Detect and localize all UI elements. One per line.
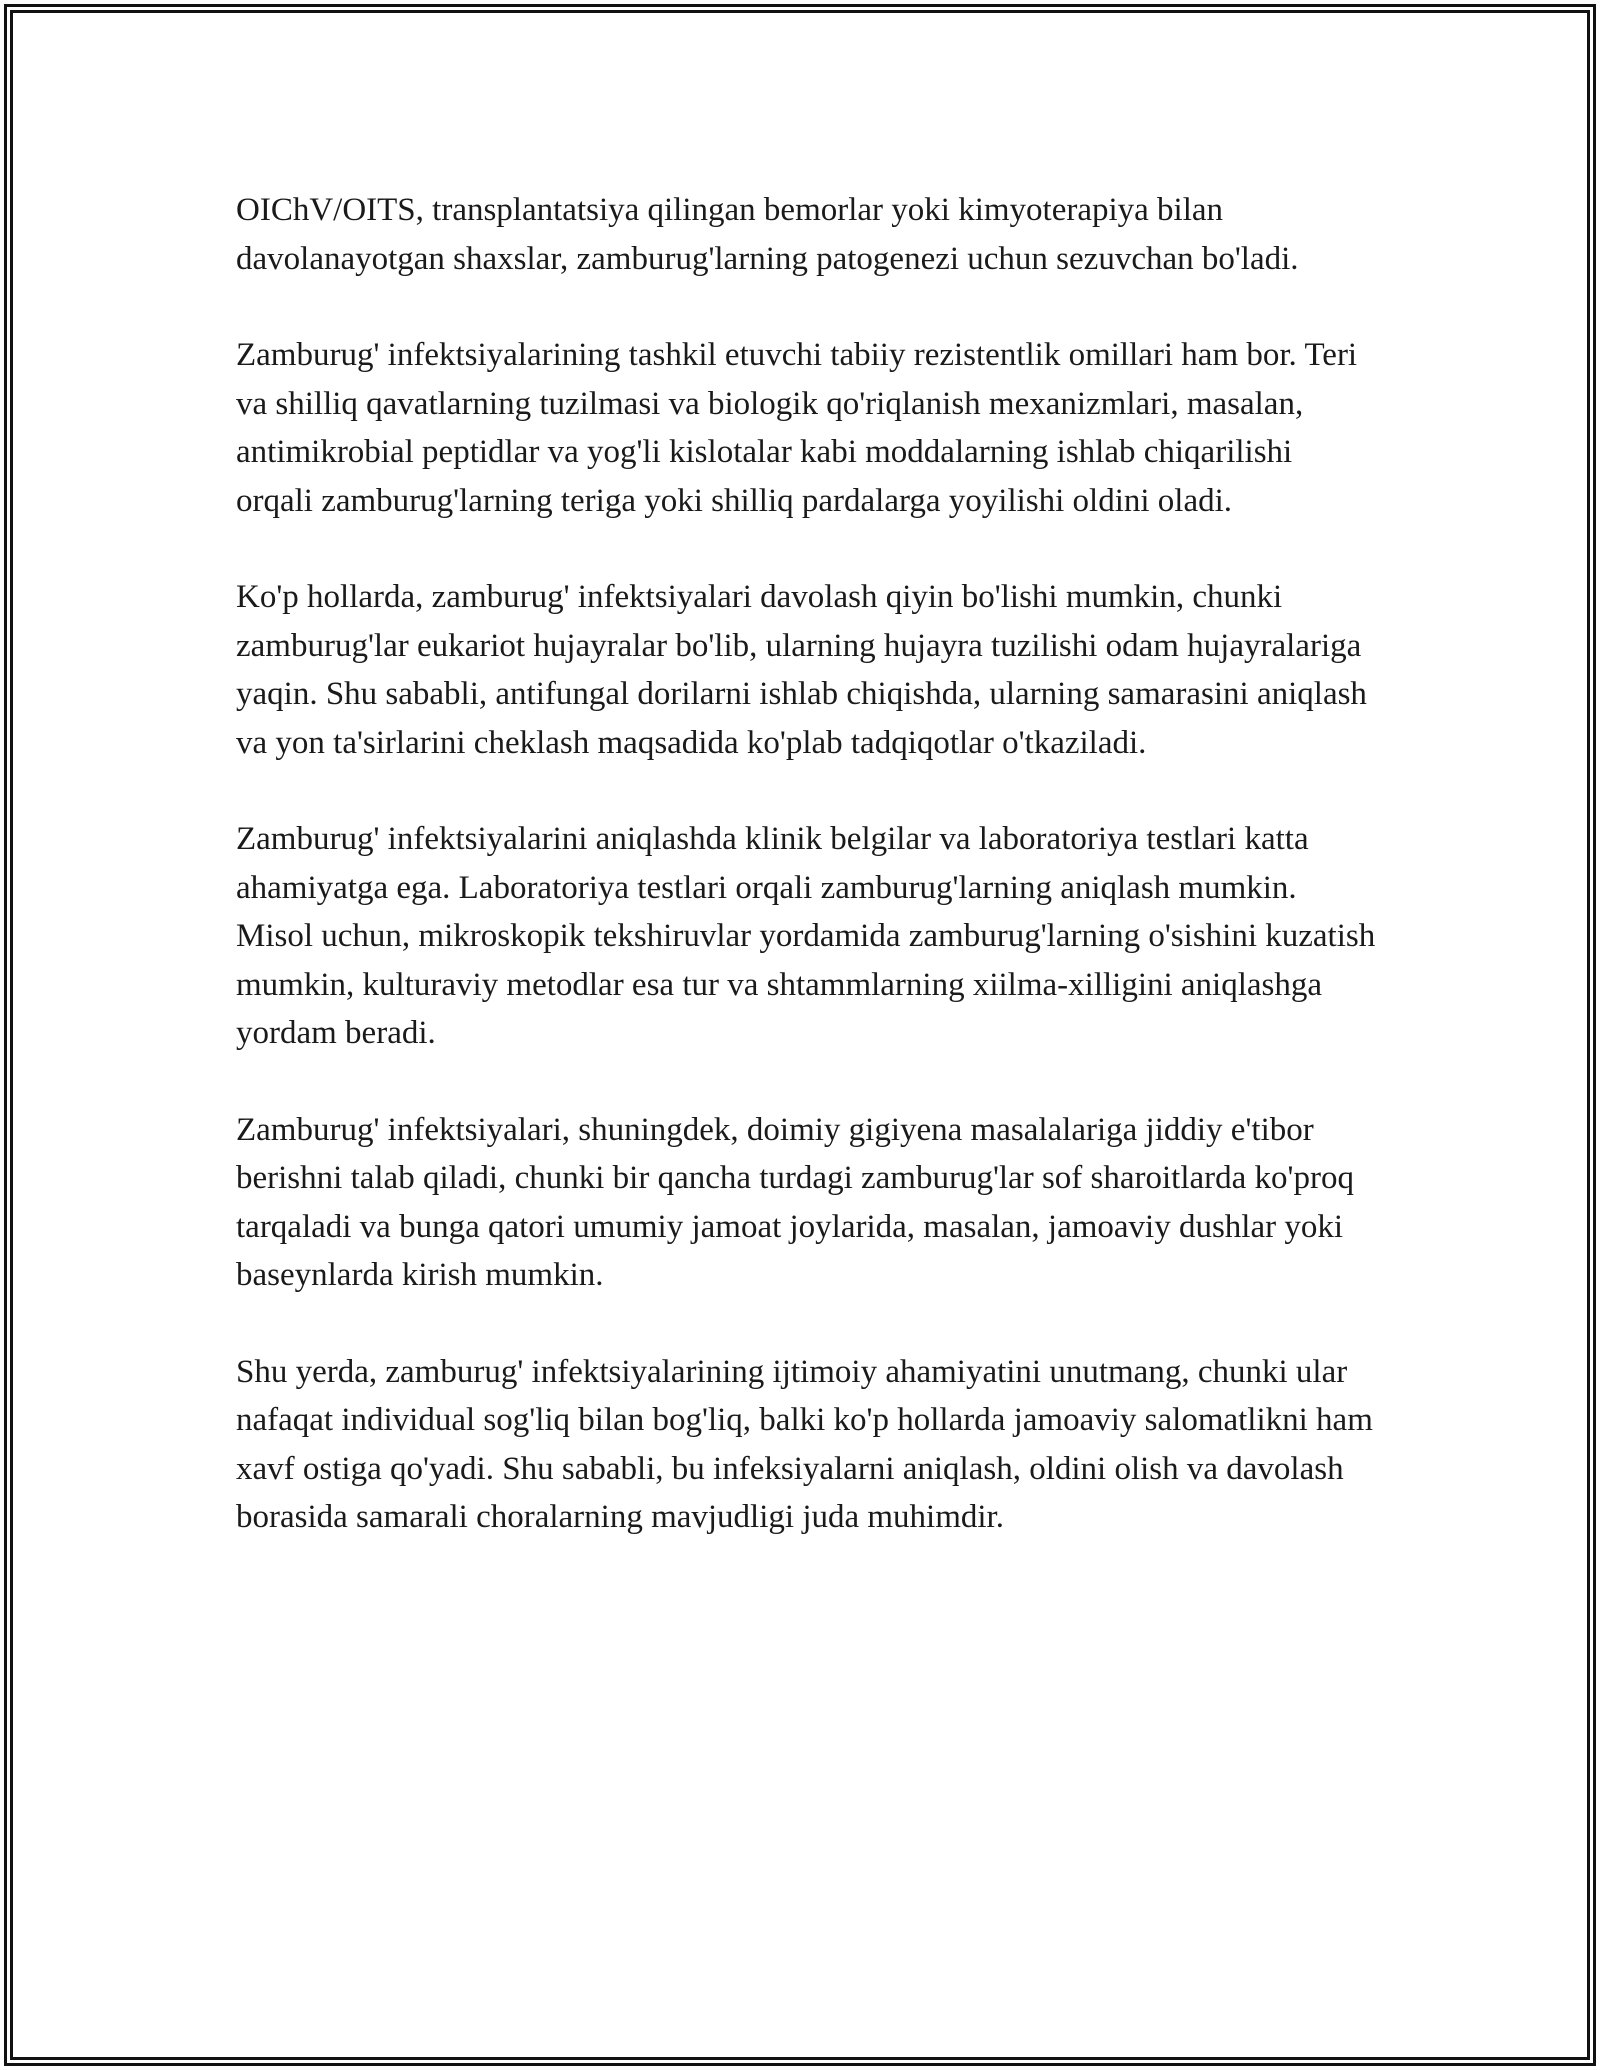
paragraph-3: Ko'p hollarda, zamburug' infektsiyalari davolash qiyin bo'lishi mumkin, chunki zamburug'lar eukariot hujayralar bo'lib, ularning hujayra tuzilishi odam hujayralariga yaqin. Shu sababli, antifungal dorilarni ishlab chiqishda, ularning samarasini aniqlash va yon ta'sirlarini cheklash maqsadida ko'plab tadqiqotlar o'tkaziladi.: [236, 579, 1367, 761]
paragraph-4: Zamburug' infektsiyalarini aniqlashda klinik belgilar va laboratoriya testlari katta ahamiyatga ega. Laboratoriya testlari orqali zamburug'larning aniqlash mumkin. Misol uchun, mikroskopik tekshiruvlar yordamida zamburug'larning o'sishini kuzatish mumkin, kulturaviy metodlar esa tur va shtammlarning xiilma-xilligini aniqlashga yordam beradi.: [236, 821, 1376, 1051]
document-body: [236, 186, 1376, 1590]
paragraph-6: Shu yerda, zamburug' infektsiyalarining ijtimoiy ahamiyatini unutmang, chunki ular nafaqat individual sog'liq bilan bog'liq, balki ko'p hollarda jamoaviy salomatlikni ham xavf ostiga qo'yadi. Shu sababli, bu infeksiyalarni aniqlash, oldini olish va davolash borasida samarali choralarning mavjudligi juda muhimdir.: [236, 1353, 1373, 1535]
paragraph-5: Zamburug' infektsiyalari, shuningdek, doimiy gigiyena masalalariga jiddiy e'tibor berishni talab qiladi, chunki bir qancha turdagi zamburug'lar sof sharoitlarda ko'proq tarqaladi va bunga qatori umumiy jamoat joylarida, masalan, jamoaviy dushlar yoki baseynlarda kirish mumkin.: [236, 1111, 1354, 1293]
paragraph-2: Zamburug' infektsiyalarining tashkil etuvchi tabiiy rezistentlik omillari ham bor. Teri va shilliq qavatlarning tuzilmasi va biologik qo'riqlanish mexanizmlari, masalan, antimikrobial peptidlar va yog'li kislotalar kabi moddalarning ishlab chiqarilishi orqali zamburug'larning teriga yoki shilliq pardalarga yoyilishi oldini oladi.: [236, 337, 1358, 519]
paragraph-1: OIChV/OITS, transplantatsiya qilingan bemorlar yoki kimyoterapiya bilan davolanayotgan shaxslar, zamburug'larning patogenezi uchun sezuvchan bo'ladi.: [236, 192, 1299, 277]
